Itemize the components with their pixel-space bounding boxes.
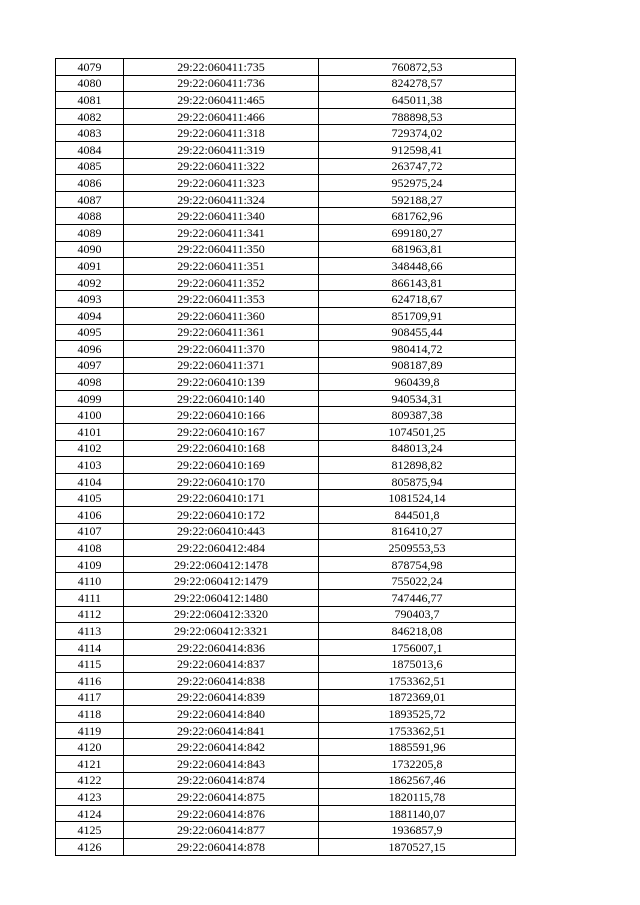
row-number-cell: 4112 — [56, 606, 124, 623]
table-row — [56, 805, 516, 822]
table-row — [56, 274, 516, 291]
row-number-cell: 4118 — [56, 706, 124, 723]
value-cell: 952975,24 — [319, 175, 516, 192]
value-cell: 788898,53 — [319, 108, 516, 125]
value-cell: 755022,24 — [319, 573, 516, 590]
value-cell: 812898,82 — [319, 457, 516, 474]
row-number-cell: 4111 — [56, 590, 124, 607]
table-row — [56, 125, 516, 142]
cadastral-number-cell: 29:22:060411:736 — [124, 75, 319, 92]
value-cell: 624718,67 — [319, 291, 516, 308]
table-row — [56, 175, 516, 192]
row-number-cell: 4109 — [56, 556, 124, 573]
value-cell: 1074501,25 — [319, 424, 516, 441]
value-cell: 1862567,46 — [319, 772, 516, 789]
cadastral-number-cell: 29:22:060411:341 — [124, 224, 319, 241]
value-cell: 824278,57 — [319, 75, 516, 92]
table-row — [56, 689, 516, 706]
table-row — [56, 258, 516, 275]
value-cell: 866143,81 — [319, 274, 516, 291]
row-number-cell: 4094 — [56, 307, 124, 324]
row-number-cell: 4084 — [56, 141, 124, 158]
table-row — [56, 158, 516, 175]
value-cell: 980414,72 — [319, 341, 516, 358]
data-table — [55, 58, 516, 856]
value-cell: 790403,7 — [319, 606, 516, 623]
cadastral-number-cell: 29:22:060411:351 — [124, 258, 319, 275]
row-number-cell: 4120 — [56, 739, 124, 756]
value-cell: 1872369,01 — [319, 689, 516, 706]
value-cell: 747446,77 — [319, 590, 516, 607]
table-row — [56, 191, 516, 208]
value-cell: 1081524,14 — [319, 490, 516, 507]
cadastral-number-cell: 29:22:060411:353 — [124, 291, 319, 308]
table-row — [56, 672, 516, 689]
cadastral-number-cell: 29:22:060411:323 — [124, 175, 319, 192]
cadastral-number-cell: 29:22:060414:843 — [124, 755, 319, 772]
value-cell: 1756007,1 — [319, 639, 516, 656]
table-row — [56, 590, 516, 607]
row-number-cell: 4097 — [56, 357, 124, 374]
value-cell: 263747,72 — [319, 158, 516, 175]
cadastral-number-cell: 29:22:060410:166 — [124, 407, 319, 424]
value-cell: 851709,91 — [319, 307, 516, 324]
table-row — [56, 523, 516, 540]
table-row — [56, 59, 516, 76]
cadastral-number-cell: 29:22:060411:319 — [124, 141, 319, 158]
value-cell: 960439,8 — [319, 374, 516, 391]
row-number-cell: 4096 — [56, 341, 124, 358]
cadastral-number-cell: 29:22:060414:839 — [124, 689, 319, 706]
value-cell: 1870527,15 — [319, 838, 516, 855]
row-number-cell: 4124 — [56, 805, 124, 822]
table-row — [56, 341, 516, 358]
cadastral-number-cell: 29:22:060411:361 — [124, 324, 319, 341]
cadastral-number-cell: 29:22:060414:837 — [124, 656, 319, 673]
value-cell: 1820115,78 — [319, 789, 516, 806]
cadastral-number-cell: 29:22:060414:878 — [124, 838, 319, 855]
value-cell: 681963,81 — [319, 241, 516, 258]
row-number-cell: 4101 — [56, 424, 124, 441]
value-cell: 805875,94 — [319, 473, 516, 490]
value-cell: 729374,02 — [319, 125, 516, 142]
value-cell: 1753362,51 — [319, 722, 516, 739]
row-number-cell: 4080 — [56, 75, 124, 92]
cadastral-number-cell: 29:22:060411:466 — [124, 108, 319, 125]
value-cell: 940534,31 — [319, 390, 516, 407]
table-row — [56, 307, 516, 324]
row-number-cell: 4086 — [56, 175, 124, 192]
table-row — [56, 772, 516, 789]
row-number-cell: 4103 — [56, 457, 124, 474]
cadastral-number-cell: 29:22:060410:139 — [124, 374, 319, 391]
value-cell: 1885591,96 — [319, 739, 516, 756]
table-row — [56, 722, 516, 739]
row-number-cell: 4083 — [56, 125, 124, 142]
table-row — [56, 540, 516, 557]
row-number-cell: 4107 — [56, 523, 124, 540]
table-row — [56, 390, 516, 407]
cadastral-number-cell: 29:22:060414:841 — [124, 722, 319, 739]
cadastral-number-cell: 29:22:060410:168 — [124, 440, 319, 457]
cadastral-number-cell: 29:22:060414:842 — [124, 739, 319, 756]
row-number-cell: 4081 — [56, 92, 124, 109]
table-row — [56, 440, 516, 457]
value-cell: 908187,89 — [319, 357, 516, 374]
row-number-cell: 4123 — [56, 789, 124, 806]
table-row — [56, 606, 516, 623]
row-number-cell: 4115 — [56, 656, 124, 673]
value-cell: 1893525,72 — [319, 706, 516, 723]
cadastral-number-cell: 29:22:060411:371 — [124, 357, 319, 374]
cadastral-number-cell: 29:22:060411:324 — [124, 191, 319, 208]
table-row — [56, 639, 516, 656]
cadastral-number-cell: 29:22:060414:840 — [124, 706, 319, 723]
cadastral-number-cell: 29:22:060411:360 — [124, 307, 319, 324]
row-number-cell: 4079 — [56, 59, 124, 76]
table-row — [56, 623, 516, 640]
value-cell: 1875013,6 — [319, 656, 516, 673]
row-number-cell: 4089 — [56, 224, 124, 241]
value-cell: 1753362,51 — [319, 672, 516, 689]
cadastral-number-cell: 29:22:060410:140 — [124, 390, 319, 407]
table-row — [56, 92, 516, 109]
cadastral-number-cell: 29:22:060410:170 — [124, 473, 319, 490]
value-cell: 592188,27 — [319, 191, 516, 208]
cadastral-number-cell: 29:22:060411:340 — [124, 208, 319, 225]
row-number-cell: 4100 — [56, 407, 124, 424]
cadastral-number-cell: 29:22:060410:171 — [124, 490, 319, 507]
cadastral-number-cell: 29:22:060414:874 — [124, 772, 319, 789]
table-row — [56, 224, 516, 241]
row-number-cell: 4110 — [56, 573, 124, 590]
table-row — [56, 838, 516, 855]
table-body — [56, 59, 516, 856]
cadastral-number-cell: 29:22:060411:735 — [124, 59, 319, 76]
cadastral-number-cell: 29:22:060412:1480 — [124, 590, 319, 607]
row-number-cell: 4119 — [56, 722, 124, 739]
table-row — [56, 75, 516, 92]
value-cell: 1881140,07 — [319, 805, 516, 822]
cadastral-number-cell: 29:22:060411:370 — [124, 341, 319, 358]
value-cell: 2509553,53 — [319, 540, 516, 557]
table-row — [56, 241, 516, 258]
cadastral-number-cell: 29:22:060412:1478 — [124, 556, 319, 573]
value-cell: 1732205,8 — [319, 755, 516, 772]
row-number-cell: 4117 — [56, 689, 124, 706]
table-row — [56, 324, 516, 341]
row-number-cell: 4099 — [56, 390, 124, 407]
cadastral-number-cell: 29:22:060410:167 — [124, 424, 319, 441]
value-cell: 760872,53 — [319, 59, 516, 76]
row-number-cell: 4121 — [56, 755, 124, 772]
cadastral-number-cell: 29:22:060412:484 — [124, 540, 319, 557]
row-number-cell: 4091 — [56, 258, 124, 275]
table-row — [56, 789, 516, 806]
row-number-cell: 4106 — [56, 507, 124, 524]
cadastral-number-cell: 29:22:060411:350 — [124, 241, 319, 258]
row-number-cell: 4088 — [56, 208, 124, 225]
cadastral-number-cell: 29:22:060411:318 — [124, 125, 319, 142]
row-number-cell: 4105 — [56, 490, 124, 507]
table-row — [56, 141, 516, 158]
value-cell: 878754,98 — [319, 556, 516, 573]
table-row — [56, 822, 516, 839]
table-row — [56, 507, 516, 524]
row-number-cell: 4104 — [56, 473, 124, 490]
cadastral-number-cell: 29:22:060414:877 — [124, 822, 319, 839]
cadastral-number-cell: 29:22:060414:838 — [124, 672, 319, 689]
table-row — [56, 706, 516, 723]
cadastral-number-cell: 29:22:060412:1479 — [124, 573, 319, 590]
table-row — [56, 490, 516, 507]
row-number-cell: 4126 — [56, 838, 124, 855]
cadastral-number-cell: 29:22:060414:875 — [124, 789, 319, 806]
row-number-cell: 4087 — [56, 191, 124, 208]
table-row — [56, 424, 516, 441]
table-row — [56, 457, 516, 474]
cadastral-number-cell: 29:22:060412:3321 — [124, 623, 319, 640]
row-number-cell: 4082 — [56, 108, 124, 125]
value-cell: 645011,38 — [319, 92, 516, 109]
value-cell: 846218,08 — [319, 623, 516, 640]
row-number-cell: 4090 — [56, 241, 124, 258]
value-cell: 699180,27 — [319, 224, 516, 241]
table-row — [56, 573, 516, 590]
table-row — [56, 739, 516, 756]
table-row — [56, 656, 516, 673]
cadastral-number-cell: 29:22:060412:3320 — [124, 606, 319, 623]
row-number-cell: 4122 — [56, 772, 124, 789]
cadastral-number-cell: 29:22:060410:172 — [124, 507, 319, 524]
table-row — [56, 407, 516, 424]
table-row — [56, 473, 516, 490]
value-cell: 816410,27 — [319, 523, 516, 540]
table-row — [56, 755, 516, 772]
row-number-cell: 4093 — [56, 291, 124, 308]
cadastral-number-cell: 29:22:060411:465 — [124, 92, 319, 109]
cadastral-number-cell: 29:22:060410:169 — [124, 457, 319, 474]
row-number-cell: 4085 — [56, 158, 124, 175]
row-number-cell: 4116 — [56, 672, 124, 689]
value-cell: 912598,41 — [319, 141, 516, 158]
value-cell: 681762,96 — [319, 208, 516, 225]
cadastral-number-cell: 29:22:060414:836 — [124, 639, 319, 656]
value-cell: 908455,44 — [319, 324, 516, 341]
row-number-cell: 4095 — [56, 324, 124, 341]
table-row — [56, 556, 516, 573]
table-row — [56, 108, 516, 125]
row-number-cell: 4092 — [56, 274, 124, 291]
value-cell: 1936857,9 — [319, 822, 516, 839]
table-row — [56, 374, 516, 391]
row-number-cell: 4098 — [56, 374, 124, 391]
table-row — [56, 291, 516, 308]
cadastral-number-cell: 29:22:060414:876 — [124, 805, 319, 822]
row-number-cell: 4125 — [56, 822, 124, 839]
table-row — [56, 357, 516, 374]
row-number-cell: 4113 — [56, 623, 124, 640]
value-cell: 848013,24 — [319, 440, 516, 457]
row-number-cell: 4108 — [56, 540, 124, 557]
row-number-cell: 4102 — [56, 440, 124, 457]
cadastral-number-cell: 29:22:060411:352 — [124, 274, 319, 291]
table-row — [56, 208, 516, 225]
value-cell: 809387,38 — [319, 407, 516, 424]
value-cell: 844501,8 — [319, 507, 516, 524]
value-cell: 348448,66 — [319, 258, 516, 275]
cadastral-number-cell: 29:22:060410:443 — [124, 523, 319, 540]
cadastral-number-cell: 29:22:060411:322 — [124, 158, 319, 175]
row-number-cell: 4114 — [56, 639, 124, 656]
